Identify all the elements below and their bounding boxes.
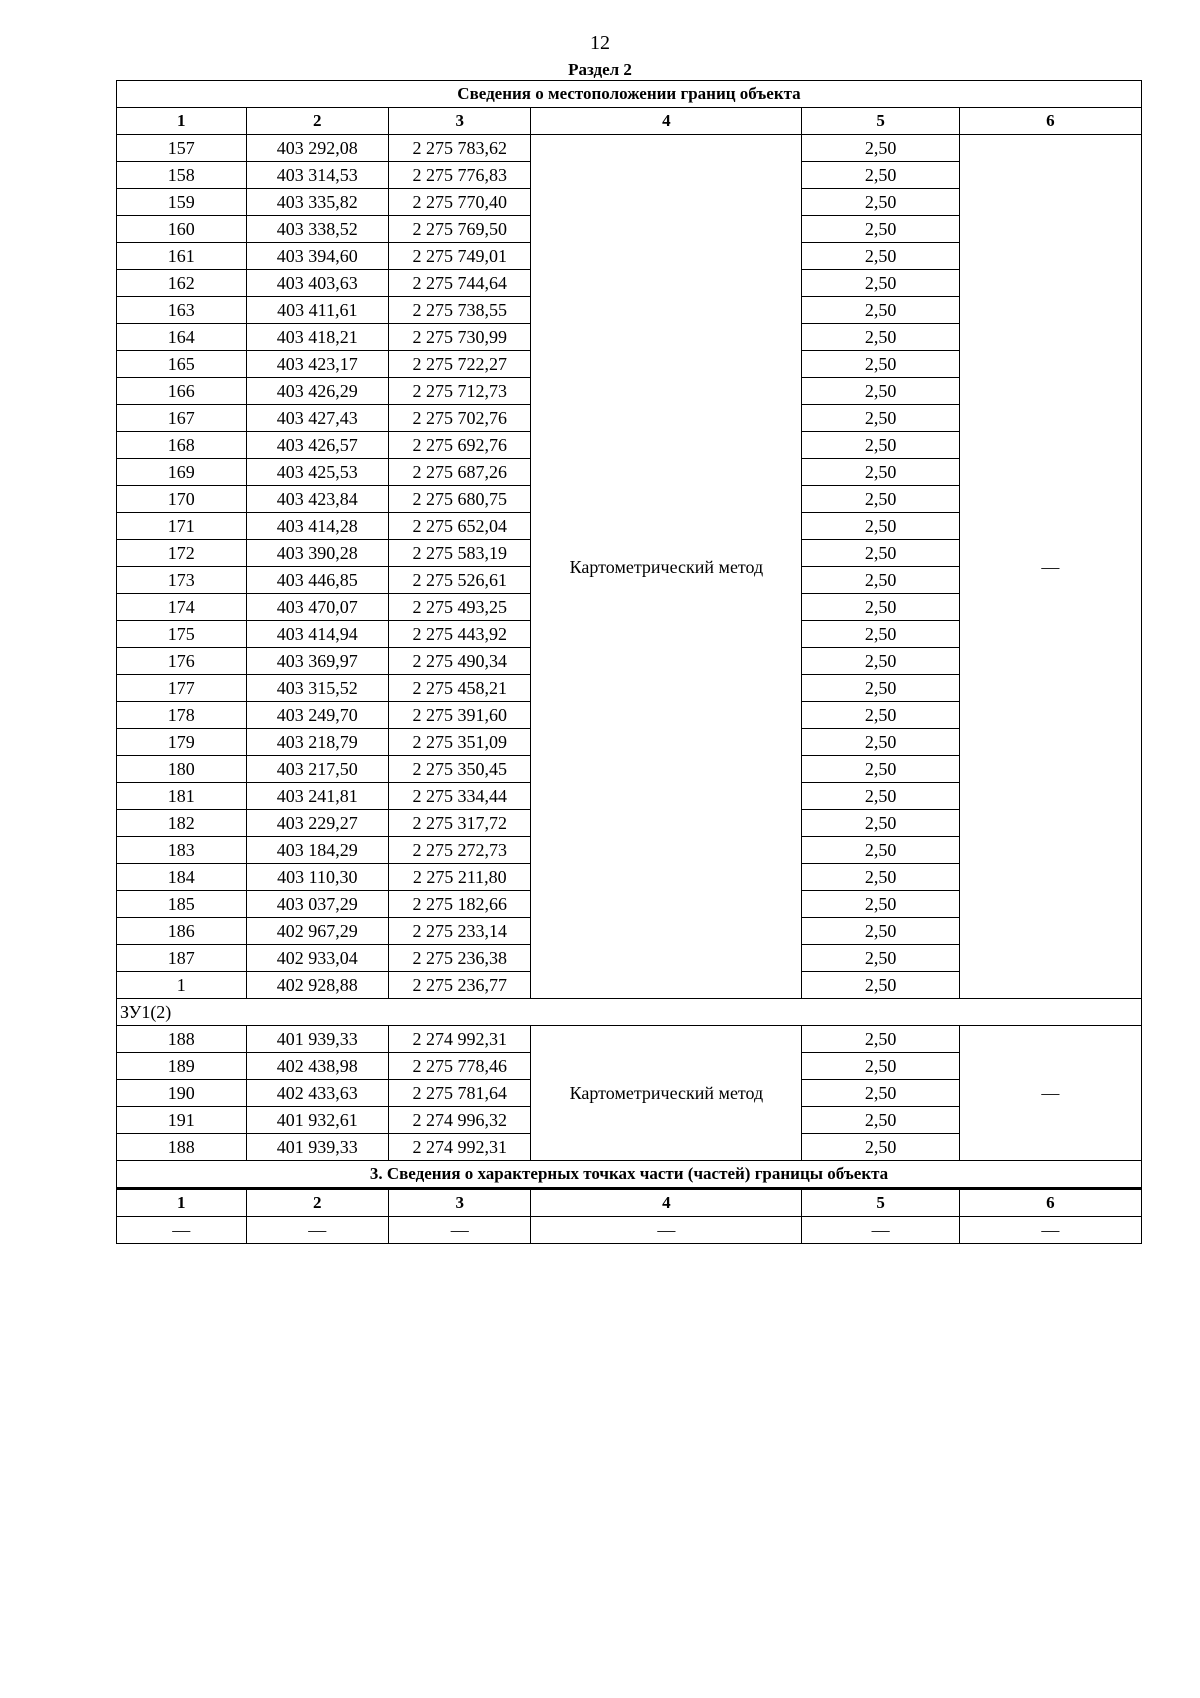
coordinate-y: 2 274 996,32 (389, 1107, 531, 1134)
coordinate-x: 403 426,57 (246, 432, 388, 459)
column-header: 3 (389, 1189, 531, 1217)
point-number: 168 (117, 432, 247, 459)
coordinate-x: 401 939,33 (246, 1026, 388, 1053)
coordinate-x: 403 418,21 (246, 324, 388, 351)
description-cell: — (959, 1026, 1141, 1161)
point-number: 161 (117, 243, 247, 270)
coordinate-x: 403 369,97 (246, 648, 388, 675)
point-number: 157 (117, 135, 247, 162)
coordinate-y: 2 275 722,27 (389, 351, 531, 378)
accuracy-value: 2,50 (802, 594, 959, 621)
point-number: 178 (117, 702, 247, 729)
accuracy-value: 2,50 (802, 810, 959, 837)
coordinate-x: 403 403,63 (246, 270, 388, 297)
coordinate-y: 2 275 692,76 (389, 432, 531, 459)
point-row (117, 1026, 1142, 1053)
point-number: 169 (117, 459, 247, 486)
point-number: 171 (117, 513, 247, 540)
coordinate-y: 2 275 351,09 (389, 729, 531, 756)
coordinate-x: 403 241,81 (246, 783, 388, 810)
coordinate-y: 2 275 702,76 (389, 405, 531, 432)
point-number: 190 (117, 1080, 247, 1107)
accuracy-value: 2,50 (802, 702, 959, 729)
table-caption: Сведения о местоположении границ объекта (117, 81, 1142, 108)
coordinate-x: 402 933,04 (246, 945, 388, 972)
point-number: 184 (117, 864, 247, 891)
coordinate-y: 2 275 317,72 (389, 810, 531, 837)
coordinate-x: 403 425,53 (246, 459, 388, 486)
coordinate-y: 2 275 769,50 (389, 216, 531, 243)
point-number: 175 (117, 621, 247, 648)
coordinate-y: 2 275 526,61 (389, 567, 531, 594)
coordinate-y: 2 275 687,26 (389, 459, 531, 486)
point-number: 163 (117, 297, 247, 324)
column-header: 3 (389, 108, 531, 135)
coordinate-x: 402 928,88 (246, 972, 388, 999)
empty-cell: — (389, 1217, 531, 1244)
coordinate-y: 2 275 334,44 (389, 783, 531, 810)
coordinate-x: 403 414,28 (246, 513, 388, 540)
column-header: 1 (117, 108, 247, 135)
coordinate-x: 403 218,79 (246, 729, 388, 756)
coordinate-y: 2 275 236,77 (389, 972, 531, 999)
coordinate-y: 2 274 992,31 (389, 1026, 531, 1053)
coordinate-x: 403 390,28 (246, 540, 388, 567)
point-number: 158 (117, 162, 247, 189)
accuracy-value: 2,50 (802, 756, 959, 783)
coordinate-y: 2 275 211,80 (389, 864, 531, 891)
coordinate-x: 403 335,82 (246, 189, 388, 216)
coordinate-y: 2 275 778,46 (389, 1053, 531, 1080)
coordinate-y: 2 275 730,99 (389, 324, 531, 351)
coordinate-y: 2 275 652,04 (389, 513, 531, 540)
point-number: 181 (117, 783, 247, 810)
accuracy-value: 2,50 (802, 1053, 959, 1080)
coordinate-x: 403 314,53 (246, 162, 388, 189)
coordinate-y: 2 275 583,19 (389, 540, 531, 567)
coordinate-x: 401 939,33 (246, 1134, 388, 1161)
coordinate-x: 401 932,61 (246, 1107, 388, 1134)
coordinate-y: 2 275 182,66 (389, 891, 531, 918)
accuracy-value: 2,50 (802, 432, 959, 459)
point-number: 188 (117, 1134, 247, 1161)
column-header: 5 (802, 1189, 959, 1217)
point-number: 173 (117, 567, 247, 594)
coordinate-x: 403 427,43 (246, 405, 388, 432)
accuracy-value: 2,50 (802, 351, 959, 378)
accuracy-value: 2,50 (802, 1107, 959, 1134)
page-number: 12 (590, 32, 610, 54)
column-header: 2 (246, 1189, 388, 1217)
parcel-subheading: ЗУ1(2) (117, 999, 1142, 1026)
coordinate-x: 403 446,85 (246, 567, 388, 594)
point-number: 164 (117, 324, 247, 351)
coordinate-y: 2 275 712,73 (389, 378, 531, 405)
coordinate-x: 402 438,98 (246, 1053, 388, 1080)
section3-caption-row (117, 1161, 1142, 1189)
point-row (117, 135, 1142, 162)
point-number: 187 (117, 945, 247, 972)
point-number: 160 (117, 216, 247, 243)
coordinate-x: 403 394,60 (246, 243, 388, 270)
coordinate-x: 403 184,29 (246, 837, 388, 864)
coordinate-x: 403 414,94 (246, 621, 388, 648)
coordinate-x: 403 110,30 (246, 864, 388, 891)
empty-cell: — (246, 1217, 388, 1244)
coordinate-y: 2 275 749,01 (389, 243, 531, 270)
accuracy-value: 2,50 (802, 162, 959, 189)
coordinate-y: 2 275 781,64 (389, 1080, 531, 1107)
point-number: 167 (117, 405, 247, 432)
accuracy-value: 2,50 (802, 918, 959, 945)
accuracy-value: 2,50 (802, 189, 959, 216)
point-number: 186 (117, 918, 247, 945)
coordinate-y: 2 275 783,62 (389, 135, 531, 162)
coordinate-x: 403 229,27 (246, 810, 388, 837)
empty-cell: — (959, 1217, 1141, 1244)
point-number: 188 (117, 1026, 247, 1053)
coordinate-y: 2 275 233,14 (389, 918, 531, 945)
coordinate-y: 2 275 493,25 (389, 594, 531, 621)
point-number: 179 (117, 729, 247, 756)
coordinate-x: 403 423,84 (246, 486, 388, 513)
accuracy-value: 2,50 (802, 972, 959, 999)
accuracy-value: 2,50 (802, 1134, 959, 1161)
accuracy-value: 2,50 (802, 405, 959, 432)
accuracy-value: 2,50 (802, 324, 959, 351)
coordinate-x: 403 249,70 (246, 702, 388, 729)
point-number: 172 (117, 540, 247, 567)
point-number: 162 (117, 270, 247, 297)
method-cell: Картометрический метод (531, 1026, 802, 1161)
coordinate-x: 403 423,17 (246, 351, 388, 378)
column-header: 1 (117, 1189, 247, 1217)
section-title: Раздел 2 (568, 60, 632, 79)
coordinate-y: 2 275 272,73 (389, 837, 531, 864)
boundary-table (116, 80, 1142, 1244)
coordinate-y: 2 275 443,92 (389, 621, 531, 648)
accuracy-value: 2,50 (802, 378, 959, 405)
accuracy-value: 2,50 (802, 891, 959, 918)
section3-header-row (117, 1189, 1142, 1217)
accuracy-value: 2,50 (802, 216, 959, 243)
accuracy-value: 2,50 (802, 270, 959, 297)
empty-cell: — (802, 1217, 959, 1244)
point-number: 180 (117, 756, 247, 783)
column-header: 6 (959, 108, 1141, 135)
point-number: 174 (117, 594, 247, 621)
coordinate-x: 403 470,07 (246, 594, 388, 621)
coordinate-y: 2 275 458,21 (389, 675, 531, 702)
point-number: 165 (117, 351, 247, 378)
empty-cell: — (531, 1217, 802, 1244)
coordinate-y: 2 275 680,75 (389, 486, 531, 513)
accuracy-value: 2,50 (802, 1080, 959, 1107)
accuracy-value: 2,50 (802, 135, 959, 162)
column-header: 4 (531, 1189, 802, 1217)
coordinate-x: 403 315,52 (246, 675, 388, 702)
point-number: 166 (117, 378, 247, 405)
accuracy-value: 2,50 (802, 486, 959, 513)
column-header: 6 (959, 1189, 1141, 1217)
coordinate-y: 2 275 770,40 (389, 189, 531, 216)
accuracy-value: 2,50 (802, 783, 959, 810)
section3-empty-row (117, 1217, 1142, 1244)
point-number: 183 (117, 837, 247, 864)
coordinate-x: 403 292,08 (246, 135, 388, 162)
column-header: 4 (531, 108, 802, 135)
coordinate-y: 2 275 744,64 (389, 270, 531, 297)
coordinate-y: 2 275 776,83 (389, 162, 531, 189)
empty-cell: — (117, 1217, 247, 1244)
accuracy-value: 2,50 (802, 729, 959, 756)
accuracy-value: 2,50 (802, 945, 959, 972)
coordinate-y: 2 275 236,38 (389, 945, 531, 972)
header-row (117, 108, 1142, 135)
accuracy-value: 2,50 (802, 675, 959, 702)
coordinate-x: 403 338,52 (246, 216, 388, 243)
point-number: 159 (117, 189, 247, 216)
caption-row (117, 81, 1142, 108)
accuracy-value: 2,50 (802, 297, 959, 324)
accuracy-value: 2,50 (802, 567, 959, 594)
accuracy-value: 2,50 (802, 621, 959, 648)
description-cell: — (959, 135, 1141, 999)
coordinate-x: 403 411,61 (246, 297, 388, 324)
point-number: 185 (117, 891, 247, 918)
coordinate-y: 2 275 391,60 (389, 702, 531, 729)
column-header: 5 (802, 108, 959, 135)
coordinate-y: 2 275 490,34 (389, 648, 531, 675)
accuracy-value: 2,50 (802, 864, 959, 891)
coordinate-x: 402 433,63 (246, 1080, 388, 1107)
coordinate-x: 403 037,29 (246, 891, 388, 918)
table-body (117, 81, 1142, 1244)
method-cell: Картометрический метод (531, 135, 802, 999)
coordinate-y: 2 275 738,55 (389, 297, 531, 324)
point-number: 176 (117, 648, 247, 675)
accuracy-value: 2,50 (802, 513, 959, 540)
column-header: 2 (246, 108, 388, 135)
coordinate-x: 402 967,29 (246, 918, 388, 945)
accuracy-value: 2,50 (802, 648, 959, 675)
point-number: 182 (117, 810, 247, 837)
accuracy-value: 2,50 (802, 459, 959, 486)
accuracy-value: 2,50 (802, 837, 959, 864)
coordinate-x: 403 426,29 (246, 378, 388, 405)
coordinate-y: 2 275 350,45 (389, 756, 531, 783)
coordinate-y: 2 274 992,31 (389, 1134, 531, 1161)
point-number: 191 (117, 1107, 247, 1134)
section3-caption: 3. Сведения о характерных точках части (частей) границы объекта (117, 1161, 1142, 1189)
accuracy-value: 2,50 (802, 540, 959, 567)
point-number: 1 (117, 972, 247, 999)
subheading-row (117, 999, 1142, 1026)
accuracy-value: 2,50 (802, 243, 959, 270)
accuracy-value: 2,50 (802, 1026, 959, 1053)
point-number: 189 (117, 1053, 247, 1080)
point-number: 170 (117, 486, 247, 513)
coordinate-x: 403 217,50 (246, 756, 388, 783)
point-number: 177 (117, 675, 247, 702)
